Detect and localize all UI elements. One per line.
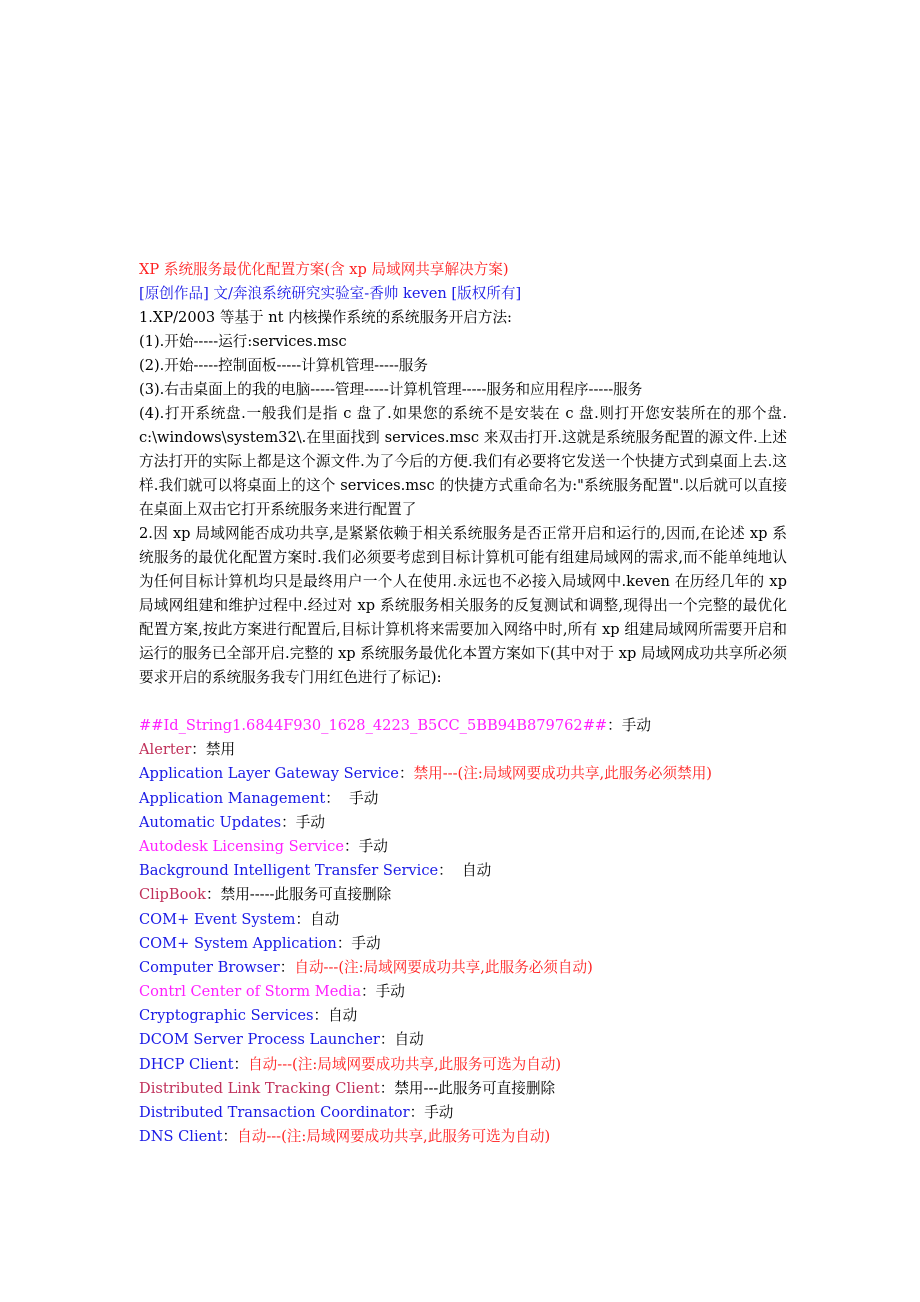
service-row bbox=[139, 1077, 787, 1101]
service-name: Distributed Transaction Coordinator bbox=[139, 1104, 410, 1121]
service-row bbox=[139, 932, 787, 956]
service-name: Application Layer Gateway Service bbox=[139, 765, 399, 783]
service-row bbox=[139, 811, 787, 835]
service-setting: 禁用-----此服务可直接删除 bbox=[220, 886, 392, 904]
service-separator: ： bbox=[438, 862, 463, 880]
service-row bbox=[139, 883, 787, 907]
service-row bbox=[139, 762, 787, 786]
service-separator: ： bbox=[361, 983, 376, 1001]
service-separator: ： bbox=[313, 1007, 329, 1025]
service-separator: ： bbox=[325, 789, 350, 807]
doc-title: XP 系统服务最优化配置方案(含 xp 局域网共享解决方案) bbox=[139, 261, 509, 278]
service-row bbox=[139, 787, 787, 811]
service-separator: ： bbox=[336, 934, 352, 952]
service-setting: 自动 bbox=[462, 862, 492, 880]
method-2: (2).开始-----控制面板-----计算机管理-----服务 bbox=[139, 357, 428, 374]
method-1: (1).开始-----运行:services.msc bbox=[139, 333, 347, 350]
service-separator: ： bbox=[379, 1031, 395, 1049]
service-name: Computer Browser bbox=[139, 958, 280, 976]
service-name: DCOM Server Process Launcher bbox=[139, 1031, 380, 1049]
service-name: Cryptographic Services bbox=[139, 1007, 314, 1025]
service-separator: ： bbox=[343, 837, 359, 855]
service-note: 自动---(注:局域网要成功共享,此服务可选为自动) bbox=[248, 1055, 562, 1073]
service-name: Background Intelligent Transfer Service bbox=[139, 862, 439, 880]
doc-byline: [原创作品] 文/奔浪系统研究实验室-香帅 keven [版权所有] bbox=[139, 285, 522, 302]
document-body bbox=[139, 258, 787, 1149]
service-name: DHCP Client bbox=[139, 1055, 234, 1073]
service-separator: ： bbox=[398, 765, 414, 783]
service-setting: 禁用 bbox=[205, 741, 236, 759]
intro-heading: 1.XP/2003 等基于 nt 内核操作系统的系统服务开启方法: bbox=[139, 309, 512, 326]
service-name: ##Id_String1.6844F930_1628_4223_B5CC_5BB94B879762## bbox=[139, 717, 608, 734]
service-row bbox=[139, 1101, 787, 1125]
service-row bbox=[139, 1053, 787, 1077]
service-separator: ： bbox=[379, 1079, 395, 1097]
service-name: COM+ System Application bbox=[139, 934, 337, 952]
service-note: 自动---(注:局域网要成功共享,此服务可选为自动) bbox=[237, 1128, 551, 1146]
service-setting: 禁用---此服务可直接删除 bbox=[394, 1079, 556, 1097]
service-setting: 手动 bbox=[621, 717, 651, 734]
service-row bbox=[139, 1028, 787, 1052]
service-separator: ： bbox=[279, 958, 295, 976]
service-setting: 手动 bbox=[358, 837, 388, 855]
service-row bbox=[139, 738, 787, 762]
service-separator: ： bbox=[222, 1128, 238, 1146]
service-setting: 自动 bbox=[328, 1007, 358, 1025]
service-name: ClipBook bbox=[139, 886, 206, 904]
service-row bbox=[139, 1125, 787, 1149]
service-name: Contrl Center of Storm Media bbox=[139, 983, 362, 1001]
service-name: Alerter bbox=[139, 741, 192, 759]
service-separator: ： bbox=[191, 741, 206, 759]
service-name: Distributed Link Tracking Client bbox=[139, 1079, 380, 1097]
service-name: Automatic Updates bbox=[139, 813, 282, 831]
blank-line bbox=[139, 690, 787, 714]
service-name: COM+ Event System bbox=[139, 910, 296, 928]
service-row bbox=[139, 714, 787, 738]
service-name: Application Management bbox=[139, 789, 326, 807]
service-row bbox=[139, 1004, 787, 1028]
service-separator: ： bbox=[607, 717, 622, 734]
method-4-paragraph: (4).打开系统盘.一般我们是指 c 盘了.如果您的系统不是安装在 c 盘.则打开您安装所在的那个盘.c:\windows\system32\.在里面找到 services.msc 来双击打开.这就是系统服务配置的源文件.上述方法打开的实际上都是这个源文件.为了今后的方便.我们有必要将它发送一个快捷方式到桌面上去.这样.我们就可以将桌面上的这个 services.msc 的快捷方式重命名为:"系统服务配置".以后就可以直接在桌面上双击它打开系统服务来进行配置了 bbox=[139, 405, 787, 518]
service-setting: 手动 bbox=[375, 983, 405, 1001]
service-name: DNS Client bbox=[139, 1128, 223, 1146]
service-setting: 手动 bbox=[424, 1104, 454, 1121]
service-setting: 自动 bbox=[394, 1031, 424, 1049]
service-setting: 手动 bbox=[295, 813, 325, 831]
service-row bbox=[139, 956, 787, 980]
service-separator: ： bbox=[281, 813, 296, 831]
service-row bbox=[139, 835, 787, 859]
service-name: Autodesk Licensing Service bbox=[139, 837, 344, 855]
service-separator: ： bbox=[205, 886, 221, 904]
service-setting: 手动 bbox=[351, 934, 381, 952]
service-row bbox=[139, 859, 787, 883]
service-separator: ： bbox=[295, 910, 311, 928]
service-note: 自动---(注:局域网要成功共享,此服务必须自动) bbox=[294, 958, 593, 976]
service-row bbox=[139, 980, 787, 1004]
service-row bbox=[139, 908, 787, 932]
service-setting: 手动 bbox=[349, 789, 379, 807]
service-separator: ： bbox=[409, 1104, 425, 1121]
services-list bbox=[139, 714, 787, 1149]
service-note: 禁用---(注:局域网要成功共享,此服务必须禁用) bbox=[413, 765, 712, 783]
service-setting: 自动 bbox=[310, 910, 340, 928]
method-3: (3).右击桌面上的我的电脑-----管理-----计算机管理-----服务和应用程序-----服务 bbox=[139, 381, 643, 398]
service-separator: ： bbox=[233, 1055, 249, 1073]
point-2-paragraph: 2.因 xp 局域网能否成功共享,是紧紧依赖于相关系统服务是否正常开启和运行的,因而,在论述 xp 系统服务的最优化配置方案时.我们必须要考虑到目标计算机可能有组建局域网的需求,而不能单纯地认为任何目标计算机均只是最终用户一个人在使用.永远也不必接入局域网中.keven 在历经几年的 xp 局域网组建和维护过程中.经过对 xp 系统服务相关服务的反复测试和调整,现得出一个完整的最优化配置方案,按此方案进行配置后,目标计算机将来需要加入网络中时,所有 xp 组建局域网所需要开启和运行的服务已全部开启.完整的 xp 系统服务最优化本置方案如下(其中对于 xp 局域网成功共享所必须要求开启的系统服务我专门用红色进行了标记): bbox=[139, 525, 787, 686]
